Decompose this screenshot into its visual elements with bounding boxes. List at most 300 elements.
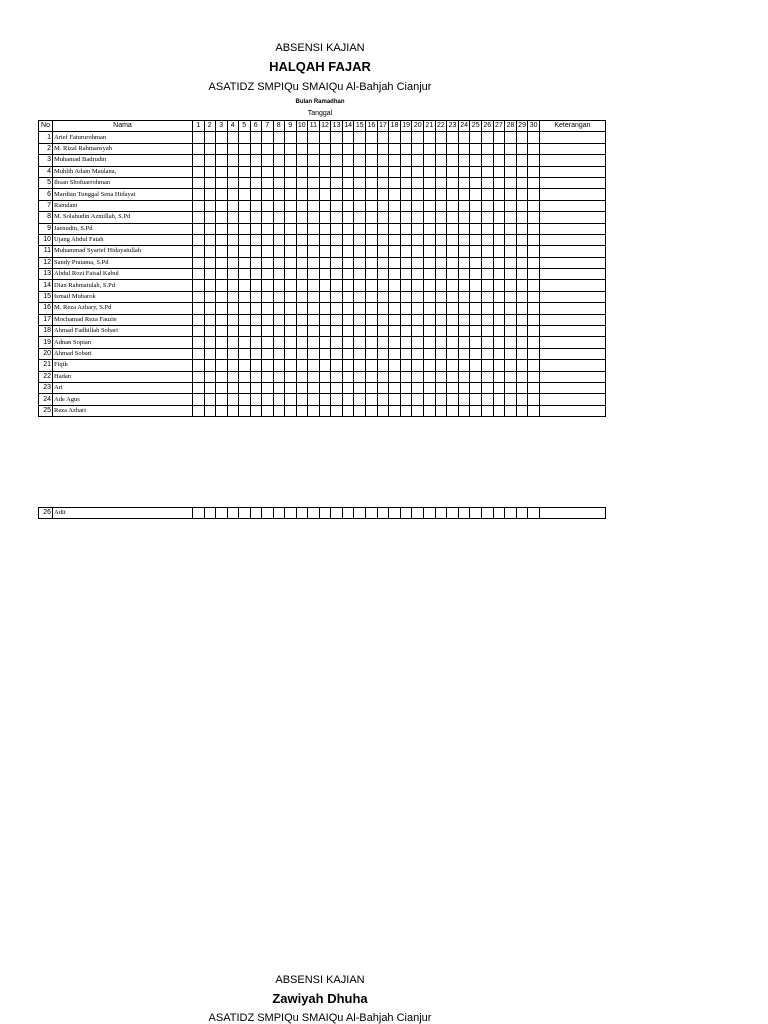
attendance-cell[interactable] xyxy=(319,303,331,314)
note-cell[interactable] xyxy=(539,155,605,166)
attendance-cell[interactable] xyxy=(447,291,459,302)
attendance-cell[interactable] xyxy=(435,291,447,302)
attendance-cell[interactable] xyxy=(447,269,459,280)
attendance-cell[interactable] xyxy=(227,132,239,143)
attendance-cell[interactable] xyxy=(227,246,239,257)
attendance-cell[interactable] xyxy=(435,382,447,393)
note-cell[interactable] xyxy=(539,234,605,245)
attendance-cell[interactable] xyxy=(239,371,251,382)
attendance-cell[interactable] xyxy=(239,143,251,154)
attendance-cell[interactable] xyxy=(216,382,228,393)
attendance-cell[interactable] xyxy=(204,189,216,200)
attendance-cell[interactable] xyxy=(273,200,285,211)
attendance-cell[interactable] xyxy=(319,348,331,359)
attendance-cell[interactable] xyxy=(204,246,216,257)
attendance-cell[interactable] xyxy=(516,508,528,519)
attendance-cell[interactable] xyxy=(354,303,366,314)
attendance-cell[interactable] xyxy=(250,348,262,359)
attendance-cell[interactable] xyxy=(262,155,274,166)
attendance-cell[interactable] xyxy=(342,234,354,245)
attendance-cell[interactable] xyxy=(296,234,308,245)
attendance-cell[interactable] xyxy=(342,223,354,234)
attendance-cell[interactable] xyxy=(319,234,331,245)
attendance-cell[interactable] xyxy=(319,177,331,188)
attendance-cell[interactable] xyxy=(227,291,239,302)
attendance-cell[interactable] xyxy=(239,246,251,257)
attendance-cell[interactable] xyxy=(331,337,343,348)
attendance-cell[interactable] xyxy=(528,508,540,519)
attendance-cell[interactable] xyxy=(447,143,459,154)
attendance-cell[interactable] xyxy=(273,337,285,348)
attendance-cell[interactable] xyxy=(377,212,389,223)
attendance-cell[interactable] xyxy=(377,143,389,154)
attendance-cell[interactable] xyxy=(308,234,320,245)
attendance-cell[interactable] xyxy=(296,200,308,211)
attendance-cell[interactable] xyxy=(331,212,343,223)
attendance-cell[interactable] xyxy=(516,394,528,405)
attendance-cell[interactable] xyxy=(354,177,366,188)
attendance-cell[interactable] xyxy=(424,314,436,325)
attendance-cell[interactable] xyxy=(435,303,447,314)
attendance-cell[interactable] xyxy=(204,326,216,337)
attendance-cell[interactable] xyxy=(262,382,274,393)
attendance-cell[interactable] xyxy=(505,348,517,359)
attendance-cell[interactable] xyxy=(319,132,331,143)
attendance-cell[interactable] xyxy=(516,314,528,325)
attendance-cell[interactable] xyxy=(377,394,389,405)
attendance-cell[interactable] xyxy=(435,246,447,257)
attendance-cell[interactable] xyxy=(424,360,436,371)
attendance-cell[interactable] xyxy=(447,394,459,405)
attendance-cell[interactable] xyxy=(377,234,389,245)
attendance-cell[interactable] xyxy=(296,326,308,337)
attendance-cell[interactable] xyxy=(470,246,482,257)
attendance-cell[interactable] xyxy=(193,234,205,245)
attendance-cell[interactable] xyxy=(377,155,389,166)
attendance-cell[interactable] xyxy=(505,246,517,257)
attendance-cell[interactable] xyxy=(493,314,505,325)
attendance-cell[interactable] xyxy=(528,132,540,143)
attendance-cell[interactable] xyxy=(400,405,412,416)
attendance-cell[interactable] xyxy=(204,508,216,519)
attendance-cell[interactable] xyxy=(250,246,262,257)
attendance-cell[interactable] xyxy=(528,143,540,154)
attendance-cell[interactable] xyxy=(227,143,239,154)
attendance-cell[interactable] xyxy=(458,314,470,325)
attendance-cell[interactable] xyxy=(331,246,343,257)
attendance-cell[interactable] xyxy=(447,257,459,268)
attendance-cell[interactable] xyxy=(505,326,517,337)
attendance-cell[interactable] xyxy=(216,200,228,211)
attendance-cell[interactable] xyxy=(319,508,331,519)
attendance-cell[interactable] xyxy=(319,337,331,348)
note-cell[interactable] xyxy=(539,132,605,143)
attendance-cell[interactable] xyxy=(354,326,366,337)
attendance-cell[interactable] xyxy=(389,348,401,359)
attendance-cell[interactable] xyxy=(250,234,262,245)
attendance-cell[interactable] xyxy=(227,269,239,280)
attendance-cell[interactable] xyxy=(482,348,494,359)
attendance-cell[interactable] xyxy=(377,257,389,268)
attendance-cell[interactable] xyxy=(262,234,274,245)
attendance-cell[interactable] xyxy=(482,326,494,337)
attendance-cell[interactable] xyxy=(354,348,366,359)
attendance-cell[interactable] xyxy=(412,143,424,154)
attendance-cell[interactable] xyxy=(447,200,459,211)
attendance-cell[interactable] xyxy=(331,371,343,382)
attendance-cell[interactable] xyxy=(482,155,494,166)
attendance-cell[interactable] xyxy=(482,508,494,519)
attendance-cell[interactable] xyxy=(216,326,228,337)
attendance-cell[interactable] xyxy=(285,360,297,371)
attendance-cell[interactable] xyxy=(331,314,343,325)
attendance-cell[interactable] xyxy=(493,269,505,280)
attendance-cell[interactable] xyxy=(377,223,389,234)
attendance-cell[interactable] xyxy=(377,326,389,337)
attendance-cell[interactable] xyxy=(308,189,320,200)
attendance-cell[interactable] xyxy=(482,303,494,314)
attendance-cell[interactable] xyxy=(528,348,540,359)
attendance-cell[interactable] xyxy=(308,269,320,280)
attendance-cell[interactable] xyxy=(354,337,366,348)
attendance-cell[interactable] xyxy=(516,246,528,257)
attendance-cell[interactable] xyxy=(319,371,331,382)
attendance-cell[interactable] xyxy=(366,326,378,337)
attendance-cell[interactable] xyxy=(342,394,354,405)
attendance-cell[interactable] xyxy=(262,189,274,200)
attendance-cell[interactable] xyxy=(400,200,412,211)
attendance-cell[interactable] xyxy=(482,200,494,211)
attendance-cell[interactable] xyxy=(262,405,274,416)
attendance-cell[interactable] xyxy=(342,189,354,200)
attendance-cell[interactable] xyxy=(516,326,528,337)
attendance-cell[interactable] xyxy=(516,223,528,234)
attendance-cell[interactable] xyxy=(239,326,251,337)
attendance-cell[interactable] xyxy=(273,189,285,200)
attendance-cell[interactable] xyxy=(366,314,378,325)
attendance-cell[interactable] xyxy=(354,212,366,223)
attendance-cell[interactable] xyxy=(435,337,447,348)
attendance-cell[interactable] xyxy=(458,394,470,405)
attendance-cell[interactable] xyxy=(435,394,447,405)
attendance-cell[interactable] xyxy=(400,360,412,371)
attendance-cell[interactable] xyxy=(193,223,205,234)
attendance-cell[interactable] xyxy=(435,143,447,154)
attendance-cell[interactable] xyxy=(285,508,297,519)
attendance-cell[interactable] xyxy=(204,348,216,359)
attendance-cell[interactable] xyxy=(366,189,378,200)
attendance-cell[interactable] xyxy=(204,405,216,416)
attendance-cell[interactable] xyxy=(516,280,528,291)
attendance-cell[interactable] xyxy=(193,280,205,291)
attendance-cell[interactable] xyxy=(377,360,389,371)
attendance-cell[interactable] xyxy=(470,360,482,371)
attendance-cell[interactable] xyxy=(296,382,308,393)
attendance-cell[interactable] xyxy=(285,269,297,280)
attendance-cell[interactable] xyxy=(285,189,297,200)
attendance-cell[interactable] xyxy=(447,166,459,177)
attendance-cell[interactable] xyxy=(435,371,447,382)
attendance-cell[interactable] xyxy=(424,246,436,257)
attendance-cell[interactable] xyxy=(366,200,378,211)
attendance-cell[interactable] xyxy=(319,155,331,166)
attendance-cell[interactable] xyxy=(400,246,412,257)
attendance-cell[interactable] xyxy=(400,132,412,143)
attendance-cell[interactable] xyxy=(216,371,228,382)
attendance-cell[interactable] xyxy=(482,337,494,348)
attendance-cell[interactable] xyxy=(193,348,205,359)
attendance-cell[interactable] xyxy=(366,303,378,314)
attendance-cell[interactable] xyxy=(354,371,366,382)
attendance-cell[interactable] xyxy=(424,155,436,166)
attendance-cell[interactable] xyxy=(424,303,436,314)
attendance-cell[interactable] xyxy=(389,177,401,188)
attendance-cell[interactable] xyxy=(319,143,331,154)
attendance-cell[interactable] xyxy=(354,508,366,519)
attendance-cell[interactable] xyxy=(227,234,239,245)
attendance-cell[interactable] xyxy=(424,200,436,211)
attendance-cell[interactable] xyxy=(204,360,216,371)
attendance-cell[interactable] xyxy=(239,508,251,519)
attendance-cell[interactable] xyxy=(204,132,216,143)
attendance-cell[interactable] xyxy=(216,280,228,291)
attendance-cell[interactable] xyxy=(319,291,331,302)
attendance-cell[interactable] xyxy=(458,303,470,314)
attendance-cell[interactable] xyxy=(389,132,401,143)
attendance-cell[interactable] xyxy=(342,269,354,280)
attendance-cell[interactable] xyxy=(505,223,517,234)
attendance-cell[interactable] xyxy=(204,257,216,268)
attendance-cell[interactable] xyxy=(285,257,297,268)
attendance-cell[interactable] xyxy=(366,143,378,154)
attendance-cell[interactable] xyxy=(447,177,459,188)
attendance-cell[interactable] xyxy=(516,348,528,359)
attendance-cell[interactable] xyxy=(424,405,436,416)
attendance-cell[interactable] xyxy=(331,326,343,337)
attendance-cell[interactable] xyxy=(516,155,528,166)
attendance-cell[interactable] xyxy=(342,508,354,519)
attendance-cell[interactable] xyxy=(273,246,285,257)
attendance-cell[interactable] xyxy=(296,189,308,200)
attendance-cell[interactable] xyxy=(308,166,320,177)
attendance-cell[interactable] xyxy=(470,303,482,314)
attendance-cell[interactable] xyxy=(342,257,354,268)
attendance-cell[interactable] xyxy=(412,189,424,200)
attendance-cell[interactable] xyxy=(342,371,354,382)
attendance-cell[interactable] xyxy=(342,360,354,371)
attendance-cell[interactable] xyxy=(400,508,412,519)
attendance-cell[interactable] xyxy=(204,177,216,188)
attendance-cell[interactable] xyxy=(516,143,528,154)
attendance-cell[interactable] xyxy=(458,212,470,223)
attendance-cell[interactable] xyxy=(354,291,366,302)
attendance-cell[interactable] xyxy=(516,212,528,223)
attendance-cell[interactable] xyxy=(331,405,343,416)
attendance-cell[interactable] xyxy=(389,234,401,245)
attendance-cell[interactable] xyxy=(528,166,540,177)
attendance-cell[interactable] xyxy=(308,326,320,337)
attendance-cell[interactable] xyxy=(435,360,447,371)
attendance-cell[interactable] xyxy=(354,155,366,166)
attendance-cell[interactable] xyxy=(273,269,285,280)
note-cell[interactable] xyxy=(539,223,605,234)
attendance-cell[interactable] xyxy=(412,280,424,291)
attendance-cell[interactable] xyxy=(493,405,505,416)
attendance-cell[interactable] xyxy=(308,508,320,519)
attendance-cell[interactable] xyxy=(482,223,494,234)
attendance-cell[interactable] xyxy=(435,200,447,211)
attendance-cell[interactable] xyxy=(435,348,447,359)
attendance-cell[interactable] xyxy=(296,394,308,405)
attendance-cell[interactable] xyxy=(193,405,205,416)
attendance-cell[interactable] xyxy=(528,303,540,314)
attendance-cell[interactable] xyxy=(331,177,343,188)
attendance-cell[interactable] xyxy=(193,155,205,166)
attendance-cell[interactable] xyxy=(239,189,251,200)
attendance-cell[interactable] xyxy=(216,405,228,416)
attendance-cell[interactable] xyxy=(400,394,412,405)
attendance-cell[interactable] xyxy=(285,382,297,393)
attendance-cell[interactable] xyxy=(389,269,401,280)
attendance-cell[interactable] xyxy=(377,314,389,325)
attendance-cell[interactable] xyxy=(331,269,343,280)
attendance-cell[interactable] xyxy=(412,132,424,143)
attendance-cell[interactable] xyxy=(424,371,436,382)
attendance-cell[interactable] xyxy=(505,166,517,177)
attendance-cell[interactable] xyxy=(389,223,401,234)
attendance-cell[interactable] xyxy=(516,291,528,302)
attendance-cell[interactable] xyxy=(412,508,424,519)
attendance-cell[interactable] xyxy=(505,394,517,405)
attendance-cell[interactable] xyxy=(216,246,228,257)
attendance-cell[interactable] xyxy=(331,223,343,234)
attendance-cell[interactable] xyxy=(528,189,540,200)
attendance-cell[interactable] xyxy=(470,166,482,177)
attendance-cell[interactable] xyxy=(366,269,378,280)
attendance-cell[interactable] xyxy=(528,337,540,348)
attendance-cell[interactable] xyxy=(216,155,228,166)
attendance-cell[interactable] xyxy=(493,360,505,371)
attendance-cell[interactable] xyxy=(377,291,389,302)
attendance-cell[interactable] xyxy=(447,223,459,234)
attendance-cell[interactable] xyxy=(239,257,251,268)
attendance-cell[interactable] xyxy=(342,382,354,393)
attendance-cell[interactable] xyxy=(308,360,320,371)
attendance-cell[interactable] xyxy=(458,326,470,337)
attendance-cell[interactable] xyxy=(458,348,470,359)
attendance-cell[interactable] xyxy=(505,360,517,371)
attendance-cell[interactable] xyxy=(470,223,482,234)
attendance-cell[interactable] xyxy=(482,405,494,416)
attendance-cell[interactable] xyxy=(308,303,320,314)
attendance-cell[interactable] xyxy=(308,382,320,393)
attendance-cell[interactable] xyxy=(193,326,205,337)
attendance-cell[interactable] xyxy=(366,257,378,268)
attendance-cell[interactable] xyxy=(493,212,505,223)
attendance-cell[interactable] xyxy=(285,326,297,337)
attendance-cell[interactable] xyxy=(389,246,401,257)
attendance-cell[interactable] xyxy=(458,246,470,257)
attendance-cell[interactable] xyxy=(319,269,331,280)
note-cell[interactable] xyxy=(539,348,605,359)
attendance-cell[interactable] xyxy=(216,508,228,519)
attendance-cell[interactable] xyxy=(331,200,343,211)
attendance-cell[interactable] xyxy=(262,132,274,143)
attendance-cell[interactable] xyxy=(342,280,354,291)
attendance-cell[interactable] xyxy=(412,337,424,348)
attendance-cell[interactable] xyxy=(273,371,285,382)
attendance-cell[interactable] xyxy=(505,405,517,416)
attendance-cell[interactable] xyxy=(193,394,205,405)
attendance-cell[interactable] xyxy=(262,200,274,211)
attendance-cell[interactable] xyxy=(319,360,331,371)
note-cell[interactable] xyxy=(539,189,605,200)
attendance-cell[interactable] xyxy=(482,189,494,200)
attendance-cell[interactable] xyxy=(470,326,482,337)
attendance-cell[interactable] xyxy=(435,314,447,325)
attendance-cell[interactable] xyxy=(204,166,216,177)
attendance-cell[interactable] xyxy=(424,212,436,223)
attendance-cell[interactable] xyxy=(239,177,251,188)
note-cell[interactable] xyxy=(539,143,605,154)
attendance-cell[interactable] xyxy=(482,234,494,245)
attendance-cell[interactable] xyxy=(470,269,482,280)
attendance-cell[interactable] xyxy=(342,132,354,143)
attendance-cell[interactable] xyxy=(227,405,239,416)
attendance-cell[interactable] xyxy=(470,155,482,166)
attendance-cell[interactable] xyxy=(285,405,297,416)
attendance-cell[interactable] xyxy=(342,143,354,154)
attendance-cell[interactable] xyxy=(296,508,308,519)
attendance-cell[interactable] xyxy=(470,257,482,268)
attendance-cell[interactable] xyxy=(250,360,262,371)
attendance-cell[interactable] xyxy=(239,360,251,371)
attendance-cell[interactable] xyxy=(239,223,251,234)
attendance-cell[interactable] xyxy=(493,371,505,382)
attendance-cell[interactable] xyxy=(516,200,528,211)
attendance-cell[interactable] xyxy=(400,371,412,382)
attendance-cell[interactable] xyxy=(377,189,389,200)
note-cell[interactable] xyxy=(539,405,605,416)
attendance-cell[interactable] xyxy=(273,382,285,393)
attendance-cell[interactable] xyxy=(250,189,262,200)
attendance-cell[interactable] xyxy=(377,337,389,348)
attendance-cell[interactable] xyxy=(377,200,389,211)
attendance-cell[interactable] xyxy=(331,234,343,245)
attendance-cell[interactable] xyxy=(447,348,459,359)
attendance-cell[interactable] xyxy=(273,348,285,359)
attendance-cell[interactable] xyxy=(354,280,366,291)
attendance-cell[interactable] xyxy=(400,348,412,359)
attendance-cell[interactable] xyxy=(262,246,274,257)
attendance-cell[interactable] xyxy=(458,337,470,348)
attendance-cell[interactable] xyxy=(389,143,401,154)
attendance-cell[interactable] xyxy=(354,200,366,211)
attendance-cell[interactable] xyxy=(216,291,228,302)
attendance-cell[interactable] xyxy=(516,269,528,280)
attendance-cell[interactable] xyxy=(435,269,447,280)
attendance-cell[interactable] xyxy=(516,257,528,268)
attendance-cell[interactable] xyxy=(505,155,517,166)
attendance-cell[interactable] xyxy=(296,405,308,416)
attendance-cell[interactable] xyxy=(505,508,517,519)
attendance-cell[interactable] xyxy=(470,314,482,325)
attendance-cell[interactable] xyxy=(400,189,412,200)
attendance-cell[interactable] xyxy=(193,371,205,382)
attendance-cell[interactable] xyxy=(342,326,354,337)
attendance-cell[interactable] xyxy=(216,337,228,348)
attendance-cell[interactable] xyxy=(493,291,505,302)
